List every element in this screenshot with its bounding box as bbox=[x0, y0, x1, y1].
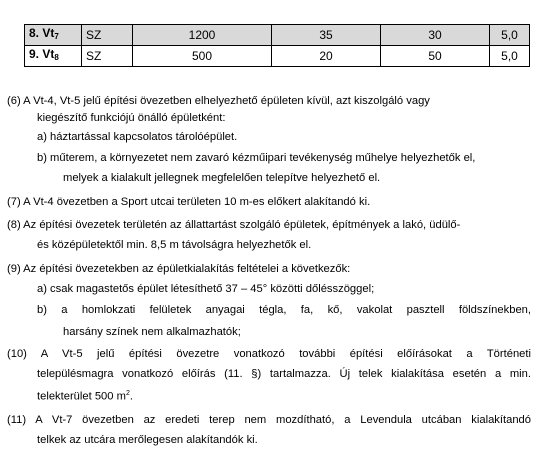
value-cell: 500 bbox=[133, 46, 272, 67]
list-item-a: a) csak magastetős épület létesíthető 37 – 45° közötti dőlésszöggel; bbox=[37, 283, 375, 295]
type-cell: SZ bbox=[82, 46, 133, 67]
paragraph-10-line: településmagra vonatkozó előírás (11. §) tartalmazza. Új telek kialakítása esetén a min. bbox=[37, 368, 531, 380]
paragraph-7: (7) A Vt-4 övezetben a Sport utcai területen 10 m-es előkert alakítandó ki. bbox=[7, 196, 371, 208]
list-item-b-cont: harsány színek nem alkalmazhatók; bbox=[63, 326, 241, 338]
zone-cell: 8. $Vt_7$ bbox=[25, 25, 82, 46]
list-item-a: a) háztartással kapcsolatos tárolóépület. bbox=[37, 131, 238, 143]
paragraph-6-line: (6) A Vt-4, Vt-5 jelű építési övezetben elhelyezhető épületen kívül, azt kiszolgáló vagy bbox=[7, 95, 430, 107]
paragraph-11-line: telkek az utcára merőlegesen alakítandók ki. bbox=[37, 434, 258, 446]
value-cell: 50 bbox=[381, 46, 490, 67]
value-cell: 20 bbox=[272, 46, 381, 67]
list-item-b: b) műterem, a környezetet nem zavaró kézműipari tevékenység műhelye helyezhetők el, bbox=[37, 152, 476, 164]
list-item-b: b) a homlokzati felületek anyagai téglа, fa, kő, vakolat pasztell földszínekben, bbox=[37, 304, 531, 316]
paragraph-8-line: (8) Az építési övezetek területén az állattartást szolgáló épületek, építmények a lakó, üdülő- bbox=[7, 219, 461, 231]
paragraph-6-line: kiegészítő funkciójú önálló épületként: bbox=[37, 112, 226, 124]
value-cell: 1200 bbox=[133, 25, 272, 46]
value-cell: 30 bbox=[381, 25, 490, 46]
paragraph-9-line: (9) Az építési övezetekben az épületkialakítás feltételei a következők: bbox=[7, 263, 351, 275]
zone-cell: 9. $Vt_8$ bbox=[25, 46, 82, 67]
paragraph-11-line: (11) A Vt-7 övezetben az eredeti terep nem mozdítható, a Levendula utcában kialakítandó bbox=[7, 414, 531, 426]
value-cell: 5,0 bbox=[490, 46, 530, 67]
value-cell: 35 bbox=[272, 25, 381, 46]
list-item-b-cont: melyek a kialakult jellegnek megfelelően telepítve helyezhető el. bbox=[63, 172, 381, 184]
type-cell: SZ bbox=[82, 25, 133, 46]
paragraph-8-line: és középületektől min. 8,5 m távolságra helyezhetők el. bbox=[37, 239, 312, 251]
paragraph-10-line: (10) A Vt-5 jelű építési övezetre vonatkozó további építési előírásokat a Történeti bbox=[7, 348, 531, 360]
value-cell: 5,0 bbox=[490, 25, 530, 46]
paragraph-10-line: telekterület 500 $m^2$. bbox=[37, 390, 133, 403]
